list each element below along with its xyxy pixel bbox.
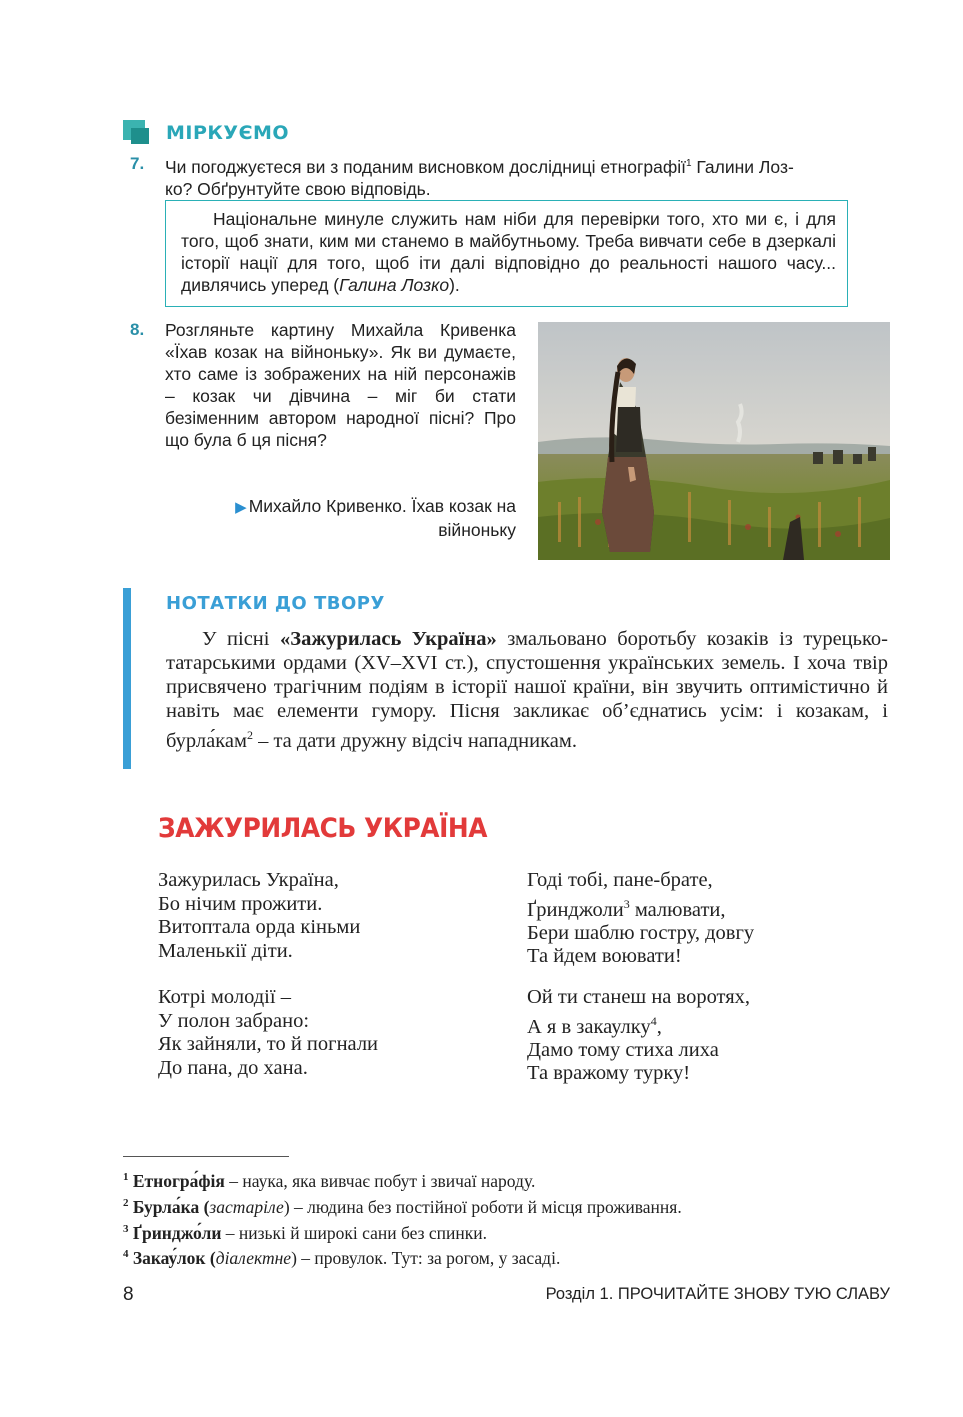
verse-line: Годі тобі, пане-брате, (527, 869, 713, 891)
question-7-number: 7. (130, 154, 145, 173)
thinking-section-title: МІРКУЄМО (166, 122, 290, 144)
footnote-divider (123, 1156, 289, 1157)
stanza-4 (527, 986, 750, 1086)
footnote-3: $^3$ Ґринджо́ли – низькі й широкі сани без спинки. (123, 1222, 487, 1243)
verse-line: Та йдем воювати! (527, 945, 682, 968)
footnote-1: $^1$ Етногра́фія – наука, яка вивчає побут і звичаї народу. (123, 1170, 536, 1191)
section-title: Розділ 1. ПРОЧИТАЙТЕ ЗНОВУ ТУЮ СЛАВУ (545, 1285, 890, 1303)
triangle-icon: ▶ (235, 499, 247, 516)
verse-line: Бери шаблю гостру, довгу (527, 921, 755, 944)
notes-title: НОТАТКИ ДО ТВОРУ (166, 593, 385, 614)
stanza-2 (158, 986, 378, 1080)
verse-line: Витоптала орда кіньми (158, 916, 361, 938)
footnote-ref-4: 4 (650, 1013, 657, 1028)
verse-line: А я в закаулку$^4$, (527, 1013, 662, 1038)
footnote-2: $^2$ Бурла́ка (застаріле) – людина без постійної роботи й місця проживання. (123, 1196, 682, 1217)
song-title: ЗАЖУРИЛАСЬ УКРАЇНА (158, 813, 487, 844)
verse-line: Маленькії діти. (158, 939, 293, 962)
verse-line: Ґринджоли$^3$ малювати, (527, 896, 726, 921)
question-8-text: Розгляньте картину Михайла Кривенка «Їхав козак на війноньку». Як ви думаєте, хто саме із зображених на ній персонажів – козак чи дівчина – міг би стати безіменним автором народної пісні? Про що була б ця пісня? (165, 320, 516, 450)
footnotes (123, 1166, 893, 1269)
verse-line: Ой ти станеш на воротях, (527, 986, 751, 1008)
page-number: 8 (123, 1284, 134, 1305)
stanza-3 (527, 869, 754, 969)
quote-text: Національне минуле служить нам ніби для перевірки того, хто ми є, і для того, щоб знати, ким ми станемо в майбутньому. Треба вивчати себе в дзеркалі історії нації для того, щоб іти далі відповідно до реальності нашого часу... дивлячись уперед (Галина Лозко). (181, 209, 836, 295)
verse-line: До пана, до хана. (158, 1056, 308, 1079)
footnote-4: $^4$ Закау́лок (діалектне) – провулок. Тут: за рогом, у засаді. (123, 1248, 561, 1269)
verse-line: Котрі молодії – (158, 986, 291, 1008)
verse-line: Зажурилась Україна, (158, 869, 339, 891)
verse-line: Та вражому турку! (527, 1062, 691, 1085)
footnote-ref-3: 3 (623, 896, 630, 911)
question-7-text: Чи погоджуєтеся ви з поданим висновком дослідниці етнографії$^1$ Галини Лоз- ко? Обґрунтуйте свою відповідь. (165, 156, 794, 199)
verse-line: Бо нічим прожити. (158, 892, 323, 915)
painting-image (538, 322, 890, 560)
verse-line: Як зайняли, то й погнали (158, 1033, 379, 1055)
painting-caption: ▶ Михайло Кривенко. Їхав козак на війноньку (235, 496, 516, 540)
footnote-ref-1: 1 (685, 158, 692, 169)
notes-bar (123, 588, 131, 769)
section-icon (123, 120, 149, 144)
verse-line: Дамо тому стиха лиха (527, 1038, 719, 1061)
notes-text: У пісні «Зажурилась Україна» змальовано боротьбу козаків із турецько-татарськими ордами (XV–XVI ст.), спустошення українських земель. І хоча твір присвячено трагічним подіям в історії нашої країни, він звучить оптимістично й навіть має елементи гумору. Пісня закликає об’єднатись усім: і козакам, і бурла́кам$^2$ – та дати дружну відсіч нападникам. (166, 628, 889, 752)
quote-box (165, 200, 848, 307)
quote-author: Галина Лозко (339, 275, 450, 295)
stanza-1 (158, 869, 360, 963)
question-8-number: 8. (130, 320, 145, 339)
song-name-bold: «Зажурилась Україна» (280, 628, 497, 650)
footnote-ref-2: 2 (246, 728, 253, 742)
verse-line: У полон забрано: (158, 1009, 310, 1032)
